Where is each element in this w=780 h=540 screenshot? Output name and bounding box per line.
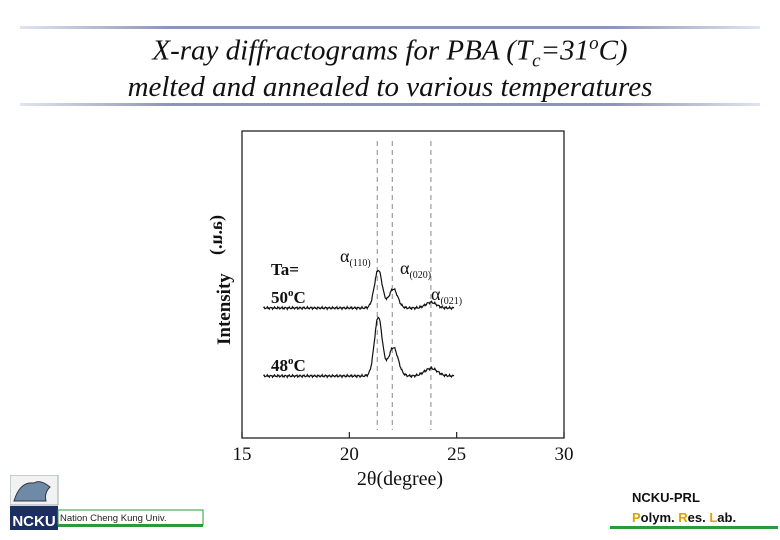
plot-frame bbox=[242, 131, 564, 438]
peak-label-110 bbox=[340, 246, 371, 269]
xlabel: 2θ(degree) bbox=[356, 468, 444, 490]
peak-label-110-greek: α bbox=[340, 246, 350, 266]
ncku-logo-icon bbox=[10, 475, 210, 535]
x-tick-label: 30 bbox=[554, 444, 574, 465]
title-subscript: c bbox=[532, 50, 541, 72]
series-label-48-main: 48 bbox=[271, 356, 288, 375]
lab-initial-p: P bbox=[632, 510, 641, 525]
series-label-50-sup: o bbox=[288, 287, 294, 299]
university-name: Nation Cheng Kung Univ. bbox=[60, 513, 167, 524]
lab-word-3: ab. bbox=[717, 510, 737, 525]
peak-label-110-index: (110) bbox=[349, 258, 371, 269]
series-label-48 bbox=[271, 355, 306, 375]
ylabel bbox=[214, 273, 235, 345]
title-text-part: X-ray diffractograms for PBA (T bbox=[152, 34, 533, 67]
peak-label-021 bbox=[431, 284, 462, 307]
lab-initial-l: L bbox=[709, 510, 718, 525]
lab-full-name bbox=[632, 510, 736, 525]
x-tick-label: 25 bbox=[447, 444, 467, 465]
series-curve-48 bbox=[264, 317, 455, 377]
lab-name: NCKU-PRL bbox=[632, 490, 700, 505]
logo-text: NCKU bbox=[12, 513, 56, 530]
university-footer bbox=[10, 475, 210, 540]
peak-label-021-index: (021) bbox=[440, 296, 463, 307]
ta-label: Ta= bbox=[271, 260, 299, 279]
title-superscript: o bbox=[589, 33, 599, 54]
title-text-part: =31 bbox=[540, 34, 590, 67]
ylabel-mirrored-extra: (a.u.) bbox=[206, 215, 226, 255]
ylabel-text: Intensity bbox=[214, 273, 235, 345]
x-ticks bbox=[233, 432, 574, 465]
lab-badge bbox=[610, 488, 778, 534]
series-label-48-sup: o bbox=[288, 355, 294, 367]
series-label-50-post: C bbox=[293, 288, 306, 307]
lab-word-1: olym. bbox=[640, 510, 679, 525]
peak-label-021-greek: α bbox=[431, 284, 441, 304]
x-tick-label: 20 bbox=[339, 444, 359, 465]
lab-footer bbox=[610, 488, 778, 539]
page-title-line2: melted and annealed to various temperatures bbox=[127, 71, 653, 103]
lab-initial-r: R bbox=[678, 510, 688, 525]
peak-label-020-greek: α bbox=[400, 258, 410, 278]
reference-lines bbox=[377, 141, 431, 430]
peak-label-020 bbox=[400, 258, 431, 281]
x-tick-label: 15 bbox=[232, 444, 252, 465]
series-label-50 bbox=[271, 287, 306, 307]
peak-label-020-index: (020) bbox=[409, 270, 432, 281]
series-label-48-post: C bbox=[293, 356, 306, 375]
title-text-part: C) bbox=[598, 34, 628, 67]
series-label-50-main: 50 bbox=[271, 288, 288, 307]
lab-word-2: es. bbox=[687, 510, 710, 525]
